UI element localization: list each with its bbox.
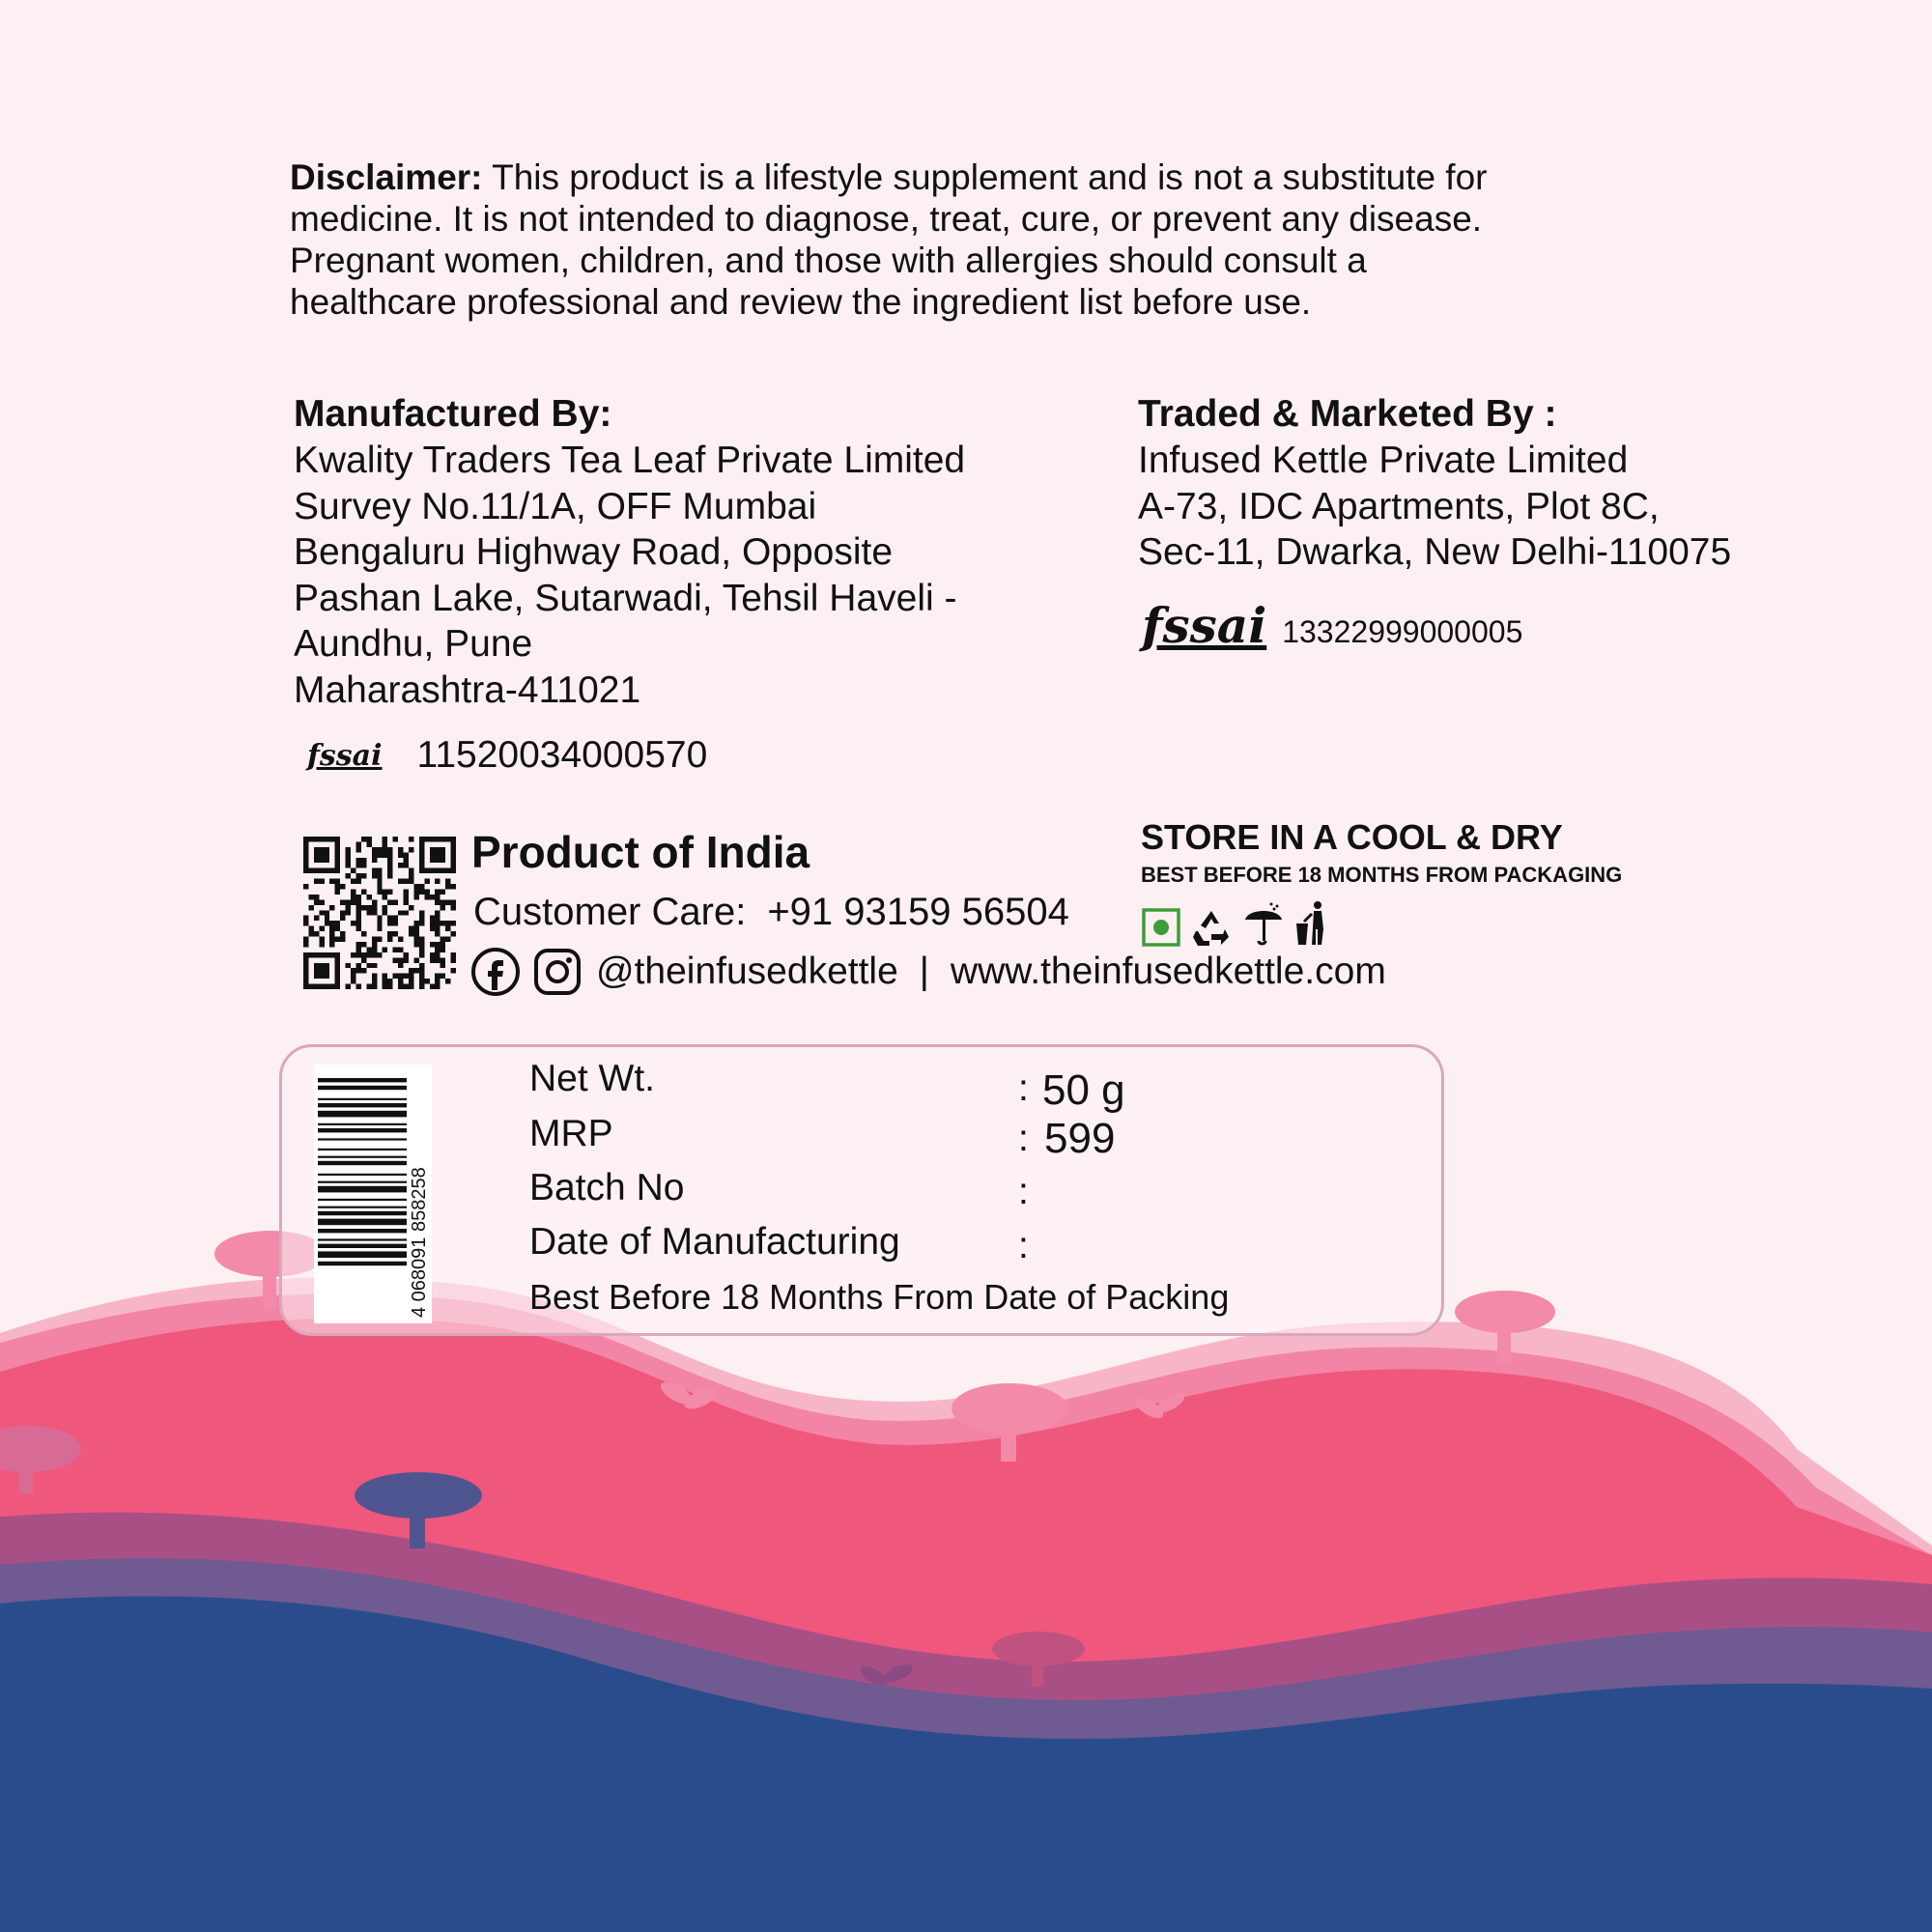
manufacturer-heading: Manufactured By: [294, 393, 612, 435]
marketer-heading: Traded & Marketed By : [1138, 393, 1557, 435]
disclaimer-line-4: healthcare professional and review the ingredient list before use. [290, 282, 1312, 322]
mrp-label: MRP [529, 1113, 613, 1154]
customer-care [473, 891, 1069, 934]
marketer-line: Sec-11, Dwarka, New Delhi-110075 [1138, 531, 1732, 573]
storage-icons [1142, 900, 1329, 947]
product-origin: Product of India [471, 827, 810, 877]
customer-care-number[interactable]: +91 93159 56504 [767, 891, 1069, 933]
qr-code-icon[interactable] [303, 833, 456, 993]
manufacturer-line: Survey No.11/1A, OFF Mumbai [294, 485, 817, 527]
mfg-date-label: Date of Manufacturing [529, 1221, 900, 1263]
mrp-colon: : [1018, 1118, 1029, 1159]
social-handle[interactable]: @theinfusedkettle [596, 951, 898, 992]
manufacturer-line: Aundhu, Pune [294, 623, 533, 665]
dispose-bin-icon [1294, 900, 1329, 947]
instagram-icon[interactable] [532, 947, 582, 997]
marketer-fssai-number: 13322999000005 [1282, 614, 1523, 649]
manufacturer-block [294, 391, 1086, 713]
batch-no-colon: : [1018, 1171, 1029, 1212]
customer-care-label: Customer Care: [473, 891, 747, 933]
fssai-logo-icon: fssai [1142, 597, 1267, 654]
disclaimer-block [290, 156, 1604, 323]
website-link[interactable]: www.theinfusedkettle.com [950, 951, 1386, 992]
disclaimer-line-3: Pregnant women, children, and those with allergies should consult a [290, 241, 1367, 280]
marketer-block [1138, 391, 1911, 576]
disclaimer-line-1: This product is a lifestyle supplement and is not a substitute for [492, 157, 1488, 197]
manufacturer-fssai-number: 11520034000570 [416, 734, 708, 776]
facebook-icon[interactable] [470, 947, 521, 997]
barcode-icon [314, 1065, 432, 1323]
barcode-digits: 4 068091 858258 [409, 1167, 430, 1318]
manufacturer-line: Pashan Lake, Sutarwadi, Tehsil Haveli - [294, 577, 957, 619]
batch-no-label: Batch No [529, 1167, 685, 1208]
net-weight-value: 50 g [1042, 1066, 1125, 1114]
marketer-line: A-73, IDC Apartments, Plot 8C, [1138, 485, 1660, 527]
storage-title: STORE IN A COOL & DRY [1141, 817, 1563, 857]
manufacturer-fssai [307, 734, 707, 777]
marketer-fssai [1142, 597, 1522, 654]
net-weight-label: Net Wt. [529, 1058, 656, 1099]
manufacturer-line: Maharashtra-411021 [294, 668, 641, 711]
recycle-icon [1190, 908, 1233, 947]
mfg-date-colon: : [1018, 1225, 1029, 1266]
manufacturer-line: Bengaluru Highway Road, Opposite [294, 531, 894, 573]
veg-mark-icon [1142, 908, 1180, 947]
marketer-line: Infused Kettle Private Limited [1138, 440, 1629, 481]
fssai-logo-icon: fssai [307, 738, 383, 773]
social-row [470, 947, 1386, 997]
keep-dry-umbrella-icon [1242, 900, 1285, 947]
manufacturer-line: Kwality Traders Tea Leaf Private Limited [294, 440, 966, 481]
separator: | [919, 951, 929, 992]
disclaimer-line-2: medicine. It is not intended to diagnose, treat, cure, or prevent any disease. [290, 199, 1483, 239]
disclaimer-label: Disclaimer: [290, 157, 483, 197]
best-before-note: Best Before 18 Months From Date of Packing [529, 1277, 1230, 1317]
storage-subtitle: BEST BEFORE 18 MONTHS FROM PACKAGING [1141, 863, 1623, 887]
mrp-value: 599 [1044, 1115, 1116, 1162]
barcode [314, 1065, 432, 1323]
net-weight-colon: : [1018, 1067, 1029, 1109]
